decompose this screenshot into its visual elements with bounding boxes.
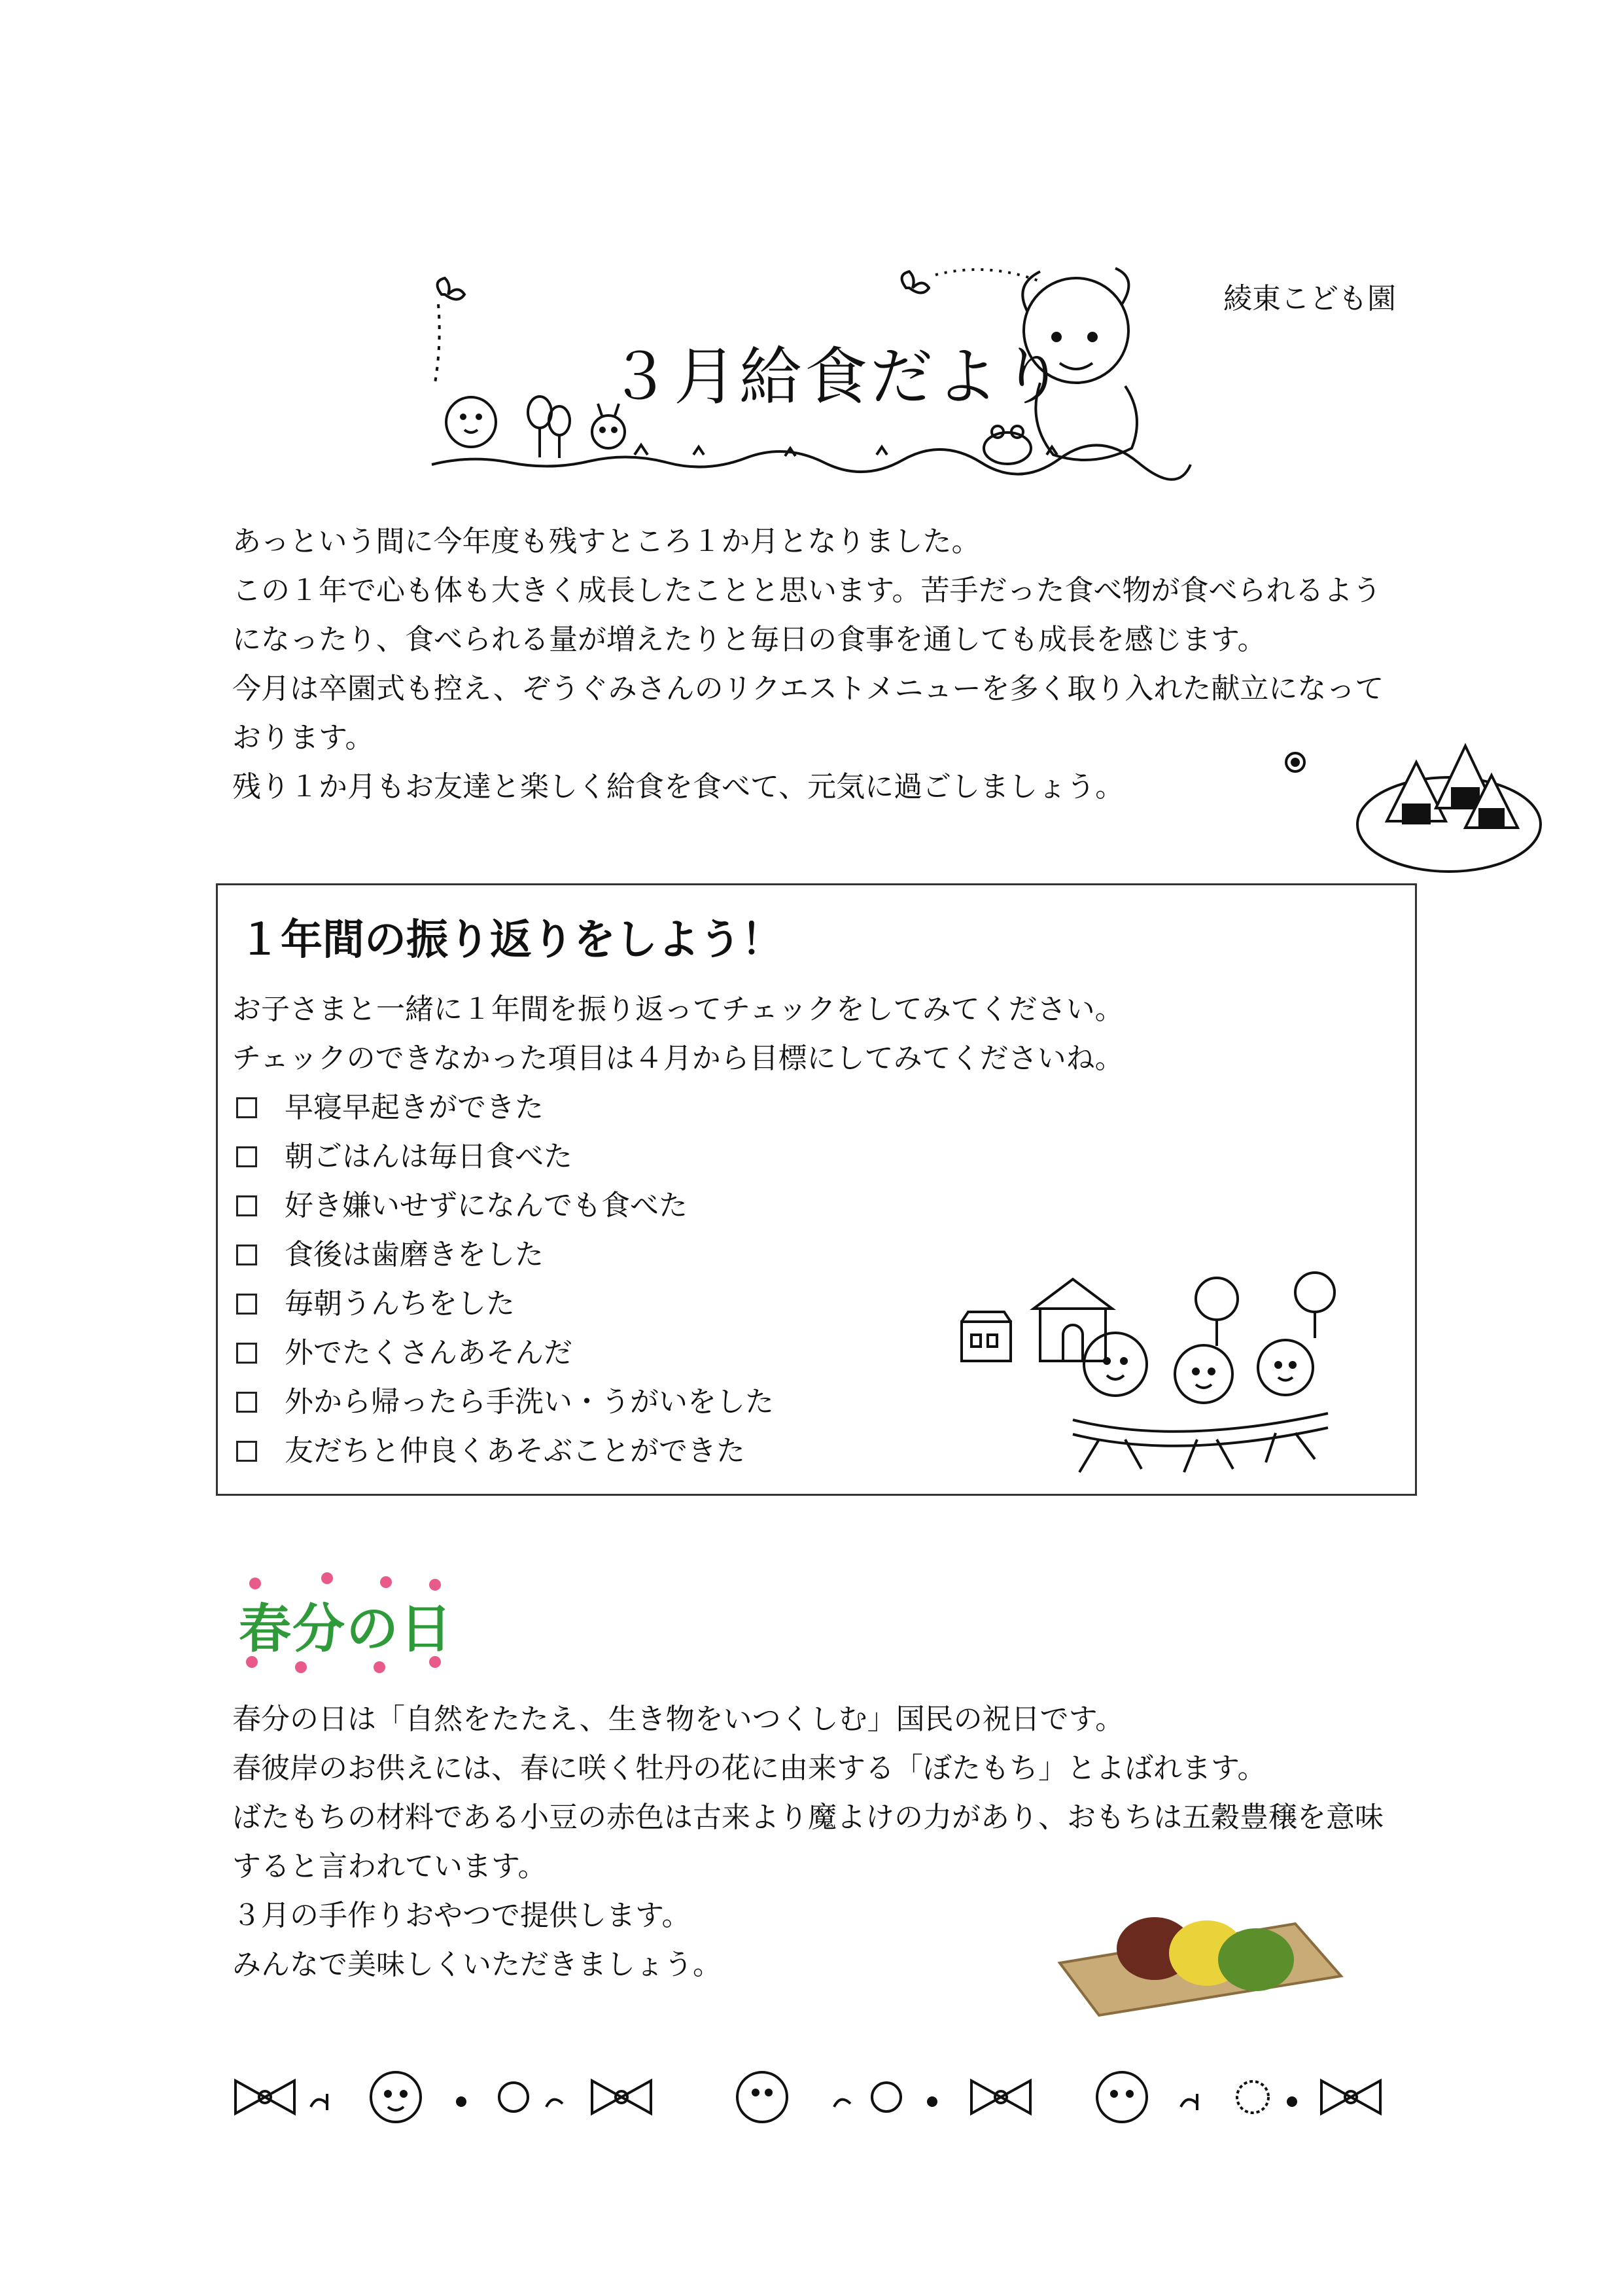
checklist-label: 毎朝うんちをした [285,1287,515,1320]
intro-line: この１年で心も体も大きく成長したことと思います。苦手だった食べ物が食べられるよう [232,574,1382,607]
review-line: チェックのできなかった項目は４月から目標にしてみてくださいね。 [232,1042,1124,1075]
review-intro [232,985,1124,1083]
checkbox[interactable] [236,1195,257,1216]
bottom-border-decoration [232,2061,1390,2133]
shunbun-line: 春分の日は「自然をたたえ、生き物をいつくしむ」国民の祝日です。 [232,1703,1125,1736]
shunbun-line: 春彼岸のお供えには、春に咲く牡丹の花に由来する「ぼたもち」とよばれます。 [232,1752,1266,1785]
checklist-item [232,1132,774,1181]
checklist-item [232,1181,774,1230]
school-name: 綾東こども園 [1223,282,1396,315]
review-checklist [232,1083,774,1475]
checklist-item [232,1377,774,1426]
review-title: １年間の振り返りをしよう！ [239,916,783,964]
checklist-item [232,1279,774,1328]
botamochi-illustration [1047,1865,1348,2028]
checkbox[interactable] [236,1441,257,1462]
checkbox[interactable] [236,1097,257,1118]
checklist-label: 外でたくさんあそんだ [285,1336,572,1369]
page-title: ３月給食だより [608,340,1066,414]
shunbun-line: ばたもちの材料である小豆の赤色は古来より魔よけの力があり、おもちは五穀豊穣を意味 [232,1801,1384,1834]
intro-line: になったり、食べられる量が増えたりと毎日の食事を通しても成長を感じます。 [232,623,1266,656]
shunbun-logo: 春分の日 [239,1598,453,1659]
onigiri-plate-illustration [1276,710,1550,880]
checkbox[interactable] [236,1146,257,1167]
shunbun-line: ３月の手作りおやつで提供します。 [232,1899,691,1932]
review-line: お子さまと一緒に１年間を振り返ってチェックをしてみてください。 [232,993,1124,1026]
intro-line: 残り１か月もお友達と楽しく給食を食べて、元気に過ごしましょう。 [232,770,1125,804]
shunbun-line: みんなで美味しくいただきましょう。 [232,1948,722,1981]
checklist-item [232,1083,774,1132]
intro-line: おります。 [232,721,374,754]
checkbox[interactable] [236,1392,257,1413]
checklist-item [232,1230,774,1279]
checklist-item [232,1328,774,1377]
checkbox[interactable] [236,1245,257,1265]
checklist-label: 朝ごはんは毎日食べた [285,1140,572,1173]
checklist-item [232,1426,774,1475]
intro-line: 今月は卒園式も控え、ぞうぐみさんのリクエストメニューを多く取り入れた献立になって [232,672,1384,705]
checkbox[interactable] [236,1294,257,1315]
checklist-label: 外から帰ったら手洗い・うがいをした [285,1385,774,1419]
intro-line: あっという間に今年度も残すところ１か月となりました。 [232,525,981,558]
intro-text [232,517,1410,811]
checklist-label: 食後は歯磨きをした [285,1238,544,1271]
children-playing-illustration [955,1263,1387,1485]
checklist-label: 早寝早起きができた [285,1091,544,1124]
checkbox[interactable] [236,1343,257,1364]
checklist-label: 友だちと仲良くあそぶことができた [285,1434,745,1468]
checklist-label: 好き嫌いせずになんでも食べた [285,1189,688,1222]
shunbun-line: すると言われています。 [232,1850,547,1883]
